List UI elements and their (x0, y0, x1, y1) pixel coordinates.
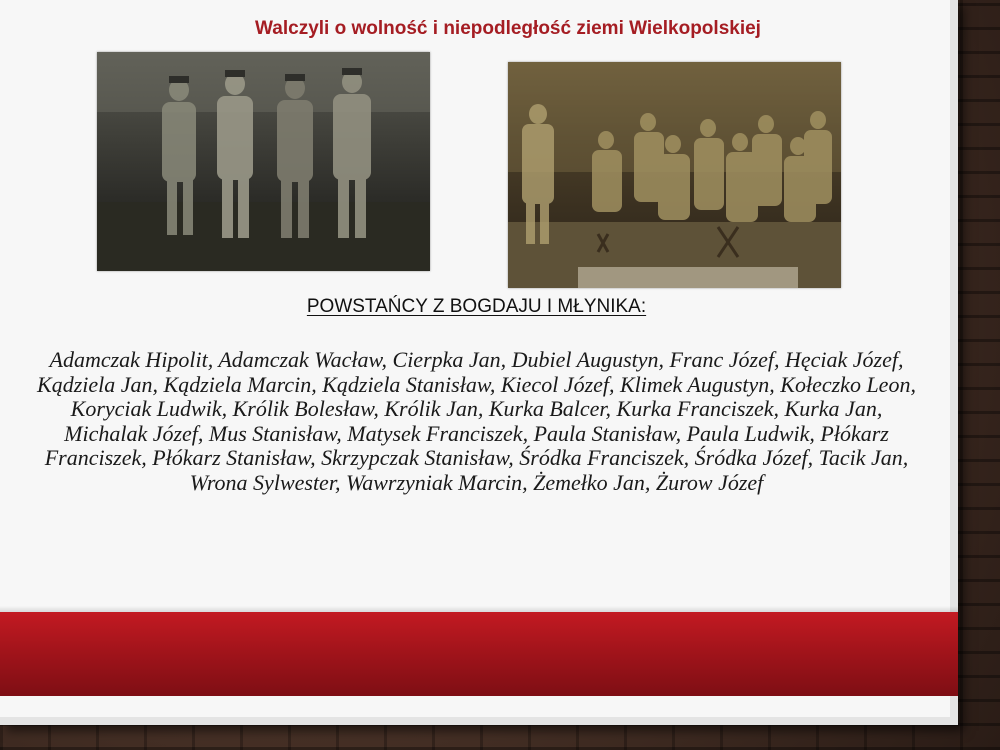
slide-title: Walczyli o wolność i niepodległość ziemi Wielkopolskiej (255, 18, 761, 39)
section-heading: POWSTAŃCY Z BOGDAJU I MŁYNIKA: (306, 296, 647, 317)
photo-four-soldiers-drawing (97, 52, 430, 271)
photo-group-soldiers (508, 62, 841, 288)
photo-four-soldiers (97, 52, 430, 271)
names-list: Adamczak Hipolit, Adamczak Wacław, Cierpka Jan, Dubiel Augustyn, Franc Józef, Hęciak Józef, Kądziela Jan, Kądziela Marcin, Kądziela Stanisław, Kiecol Józef, Klimek Augustyn, Kołeczko Leon, Koryciak Ludwik, Królik Bolesław, Królik Jan, Kurka Balcer, Kurka Franciszek, Kurka Jan, Michalak Józef, Mus Stanisław, Matysek Franciszek, Paula Stanisław, Paula Ludwik, Płókarz Franciszek, Płókarz Stanisław, Skrzypczak Stanisław, Śródka Franciszek, Śródka Józef, Tacik Jan, Wrona Sylwester, Wawrzyniak Marcin, Żemełko Jan, Żurow Józef (37, 347, 916, 495)
footer-red-band (0, 612, 958, 696)
photo-group-soldiers-drawing (508, 62, 841, 288)
